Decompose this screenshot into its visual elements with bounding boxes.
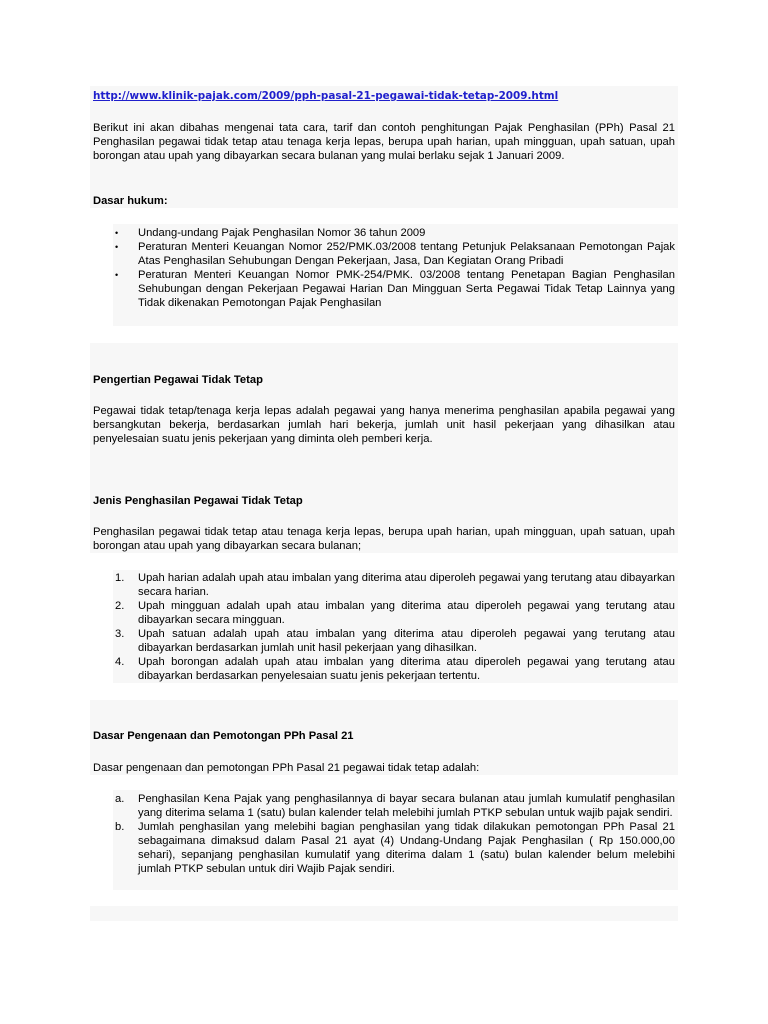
list-item (93, 226, 675, 240)
list-item-text: Upah harian adalah upah atau imbalan yang diterima atau diperoleh pegawai yang terutang atau dibayarkan secara harian. (138, 572, 675, 598)
list-item (93, 627, 675, 655)
list-number: 4. (115, 656, 125, 668)
list-item-text: Penghasilan Kena Pajak yang penghasilannya di bayar secara bulanan atau jumlah kumulatif penghasilan yang diterima selama 1 (satu) bulan kalender telah melebihi jumlah PTKP sebulan untuk wajib pajak sendiri. (138, 793, 675, 819)
list-item-text: Jumlah penghasilan yang melebihi bagian penghasilan yang tidak dilakukan pemotongan PPh Pasal 21 sebagaimana dimaksud dalam Pasal 21 ayat (4) Undang-Undang Pajak Penghasilan ( Rp 150.000,00 sehari), sepanjang penghasilan kumulatif yang diterima dalam 1 (satu) bulan kalender belum melebihi jumlah PTKP sebulan untuk diri Wajib Pajak sendiri. (138, 821, 685, 875)
intro-paragraph: Berikut ini akan dibahas mengenai tata cara, tarif dan contoh penghitungan Pajak Penghasilan (PPh) Pasal 21 Penghasilan pegawai tidak tetap atau tenaga kerja lepas, berupa upah harian, upah mingguan, upah satuan, upah borongan atau upah yang dibayarkan secara bulanan yang mulai berlaku sejak 1 Januari 2009. (93, 122, 675, 162)
list-item (93, 599, 675, 627)
dasar-hukum-list (93, 226, 675, 310)
dasar-pengenaan-paragraph: Dasar pengenaan dan pemotongan PPh Pasal 21 pegawai tidak tetap adalah: (93, 762, 480, 774)
list-number: 2. (115, 600, 125, 612)
dasar-hukum-heading: Dasar hukum: (93, 195, 168, 207)
dasar-pengenaan-list (93, 792, 685, 876)
list-item-text: Upah satuan adalah upah atau imbalan yang diterima atau diperoleh pegawai yang terutang atau dibayarkan berdasarkan jumlah unit hasil pekerjaan yang dihasilkan. (138, 628, 675, 654)
list-number: 1. (115, 572, 125, 584)
jenis-list (93, 571, 675, 683)
list-item (93, 571, 675, 599)
jenis-paragraph: Penghasilan pegawai tidak tetap atau tenaga kerja lepas, berupa upah harian, upah mingguan, upah satuan, upah borongan atau upah yang dibayarkan secara bulanan; (93, 526, 675, 552)
list-item-text: Upah borongan adalah upah atau imbalan yang diterima atau diperoleh pegawai yang terutang atau dibayarkan berdasarkan penyelesaian suatu jenis pekerjaan tertentu. (138, 656, 675, 682)
bullet-marker: • (115, 228, 119, 238)
list-letter: a. (115, 793, 125, 805)
list-item (93, 820, 685, 876)
source-url-link[interactable]: http://www.klinik-pajak.com/2009/pph-pasal-21-pegawai-tidak-tetap-2009.html (93, 90, 559, 102)
shade-block-bottom (90, 906, 678, 921)
bullet-marker: • (115, 242, 119, 252)
source-url-line (93, 89, 675, 103)
bullet-marker: • (115, 270, 119, 280)
list-item (93, 655, 675, 683)
list-item (93, 792, 675, 820)
pengertian-paragraph: Pegawai tidak tetap/tenaga kerja lepas adalah pegawai yang hanya menerima penghasilan apabila pegawai yang bersangkutan bekerja, berdasarkan jumlah hari bekerja, jumlah unit hasil pekerjaan yang dihasilkan atau penyelesaian suatu jenis pekerjaan yang diminta oleh pemberi kerja. (93, 405, 675, 445)
dasar-pengenaan-heading: Dasar Pengenaan dan Pemotongan PPh Pasal 21 (93, 730, 354, 742)
list-item (93, 240, 675, 268)
list-item-text: Undang-undang Pajak Penghasilan Nomor 36 tahun 2009 (138, 227, 426, 239)
list-item-text: Peraturan Menteri Keuangan Nomor 252/PMK.03/2008 tentang Petunjuk Pelaksanaan Pemotongan Pajak Atas Penghasilan Sehubungan Dengan Pekerjaan, Jasa, Dan Kegiatan Orang Pribadi (138, 241, 675, 267)
list-number: 3. (115, 628, 125, 640)
pengertian-heading: Pengertian Pegawai Tidak Tetap (93, 374, 263, 386)
jenis-heading: Jenis Penghasilan Pegawai Tidak Tetap (93, 495, 303, 507)
list-item (93, 268, 675, 310)
list-item-text: Upah mingguan adalah upah atau imbalan yang diterima atau diperoleh pegawai yang terutang atau dibayarkan secara mingguan. (138, 600, 675, 626)
list-item-text: Peraturan Menteri Keuangan Nomor PMK-254/PMK. 03/2008 tentang Penetapan Bagian Penghasilan Sehubungan dengan Pekerjaan Pegawai Harian Dan Mingguan Serta Pegawai Tidak Tetap Lainnya yang Tidak dikenakan Pemotongan Pajak Penghasilan (138, 269, 675, 309)
list-letter: b. (115, 821, 125, 833)
